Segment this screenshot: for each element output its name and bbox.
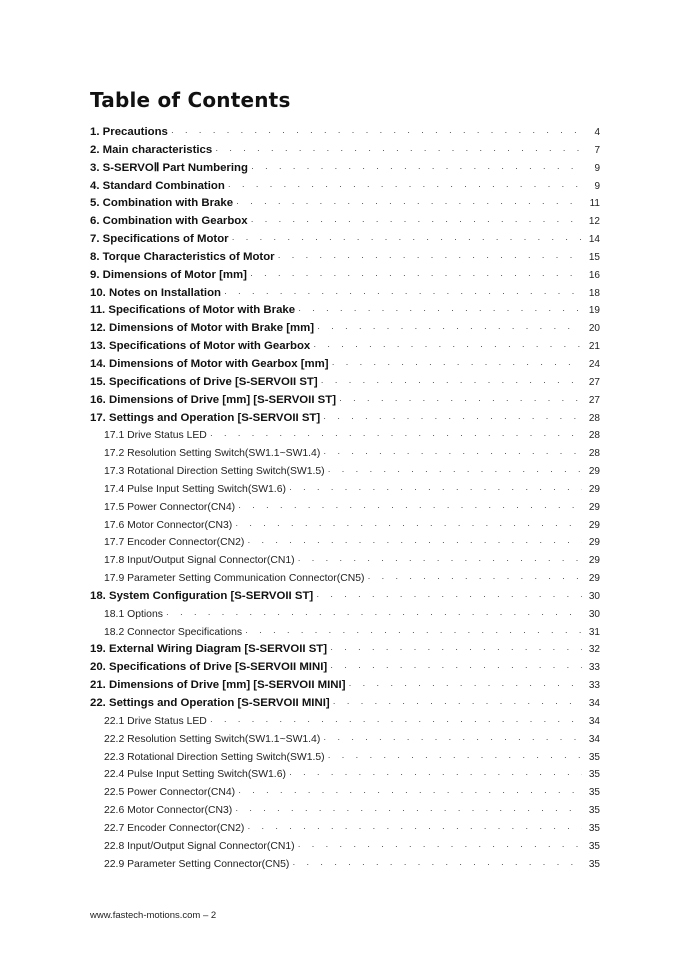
toc-entry-label: 22.8 Input/Output Signal Connector(CN1) [104,840,295,852]
dot-leader [333,695,582,713]
toc-entry[interactable] [90,124,600,142]
toc-subentry[interactable] [90,802,600,820]
dot-leader [235,802,582,820]
toc-page-number: 14 [588,234,600,246]
dot-leader [289,766,582,784]
toc-page-number: 33 [588,680,600,692]
toc-entry-label: 21. Dimensions of Drive [mm] [S-SERVOII MINI] [90,679,346,692]
toc-entry-label: 6. Combination with Gearbox [90,215,248,228]
toc-entry-label: 19. External Wiring Diagram [S-SERVOII ST] [90,643,328,656]
toc-page-number: 28 [588,430,600,442]
toc-entry-label: 16. Dimensions of Drive [mm] [S-SERVOII ST] [90,393,337,406]
dot-leader [224,285,582,303]
toc-subentry[interactable] [90,766,600,784]
toc-page-number: 35 [588,822,600,834]
toc-page-number: 12 [588,216,600,228]
dot-leader [215,142,582,160]
toc-entry[interactable] [90,677,600,695]
toc-page-number: 7 [594,144,600,156]
dot-leader [210,713,582,731]
toc-entry-label: 10. Notes on Installation [90,286,222,299]
toc-entry-label: 22.7 Encoder Connector(CN2) [104,822,245,834]
toc-page-number: 29 [588,466,600,478]
toc-entry[interactable] [90,213,600,231]
toc-entry-label: 18.2 Connector Specifications [104,626,243,638]
toc-entry[interactable] [90,695,600,713]
toc-entry[interactable] [90,320,600,338]
toc-entry-label: 22.1 Drive Status LED [104,715,207,727]
toc-entry-label: 7. Specifications of Motor [90,233,229,246]
dot-leader [349,677,583,695]
toc-entry[interactable] [90,302,600,320]
toc-entry[interactable] [90,410,600,428]
dot-leader [298,838,582,856]
toc-page-number: 35 [588,805,600,817]
toc-entry-label: 3. S-SERVOⅡ Part Numbering [90,161,248,174]
dot-leader [245,624,582,642]
toc-page-number: 9 [594,162,600,174]
dot-leader [210,427,582,445]
dot-leader [251,213,582,231]
dot-leader [323,731,582,749]
toc-entry-label: 1. Precautions [90,126,168,138]
toc-page-number: 34 [588,715,600,727]
toc-entry-label: 11. Specifications of Motor with Brake [90,304,296,317]
toc-page-number: 30 [588,590,600,602]
toc-subentry[interactable] [90,445,600,463]
toc-subentry[interactable] [90,481,600,499]
toc-page-number: 32 [588,644,600,656]
toc-entry[interactable] [90,374,600,392]
dot-leader [330,659,582,677]
toc-entry[interactable] [90,142,600,160]
toc-subentry[interactable] [90,624,600,642]
toc-entry[interactable] [90,356,600,374]
toc-page-number: 29 [588,501,600,513]
dot-leader [228,178,582,196]
toc-page-number: 29 [588,519,600,531]
toc-page-number: 35 [588,787,600,799]
dot-leader [278,249,582,267]
toc-page-number: 29 [588,483,600,495]
toc-page-number: 24 [588,358,600,370]
dot-leader [330,641,582,659]
dot-leader [238,499,582,517]
toc-entry[interactable] [90,195,600,213]
toc-entry-label: 5. Combination with Brake [90,197,234,210]
toc-page-number: 31 [588,626,600,638]
dot-leader [247,534,582,552]
toc-subentry[interactable] [90,856,600,874]
toc-entry-label: 9. Dimensions of Motor [mm] [90,268,247,281]
toc-entry-label: 17.2 Resolution Setting Switch(SW1.1~SW1.4) [104,448,321,460]
dot-leader [367,570,582,588]
toc-entry-label: 14. Dimensions of Motor with Gearbox [mm] [90,357,329,370]
toc-entry-label: 17.4 Pulse Input Setting Switch(SW1.6) [104,483,286,495]
toc-page-number: 16 [588,269,600,281]
page-title: Table of Contents [90,88,291,112]
toc-page-number: 18 [588,287,600,299]
toc-entry-label: 22.2 Resolution Setting Switch(SW1.1~SW1.4) [104,733,321,745]
toc-page-number: 20 [588,323,600,335]
table-of-contents [90,124,600,873]
toc-entry-label: 13. Specifications of Motor with Gearbox [90,340,311,353]
toc-page-number: 30 [588,608,600,620]
toc-subentry[interactable] [90,534,600,552]
toc-entry-label: 22.3 Rotational Direction Setting Switch(SW1.5) [104,751,325,763]
dot-leader [250,267,582,285]
toc-entry[interactable] [90,160,600,178]
dot-leader [328,749,582,767]
toc-entry[interactable] [90,392,600,410]
toc-page-number: 11 [589,198,600,210]
toc-page-number: 29 [588,555,600,567]
toc-subentry[interactable] [90,749,600,767]
toc-entry-label: 22.6 Motor Connector(CN3) [104,805,233,817]
dot-leader [317,320,582,338]
toc-page-number: 29 [588,537,600,549]
toc-entry[interactable] [90,267,600,285]
toc-entry-label: 2. Main characteristics [90,143,213,156]
toc-subentry[interactable] [90,463,600,481]
toc-subentry[interactable] [90,499,600,517]
dot-leader [235,517,582,535]
dot-leader [251,160,582,178]
toc-subentry[interactable] [90,570,600,588]
dot-leader [298,302,582,320]
toc-entry-label: 17.5 Power Connector(CN4) [104,501,236,513]
toc-entry-label: 17.9 Parameter Setting Communication Connector(CN5) [104,573,365,585]
toc-entry-label: 17.6 Motor Connector(CN3) [104,519,233,531]
toc-entry-label: 22.9 Parameter Setting Connector(CN5) [104,858,290,870]
toc-entry-label: 22.5 Power Connector(CN4) [104,787,236,799]
toc-entry[interactable] [90,231,600,249]
toc-entry[interactable] [90,641,600,659]
toc-subentry[interactable] [90,731,600,749]
toc-page-number: 35 [588,858,600,870]
toc-entry-label: 17.3 Rotational Direction Setting Switch(SW1.5) [104,466,325,478]
toc-entry-label: 17.8 Input/Output Signal Connector(CN1) [104,555,295,567]
toc-page-number: 9 [594,180,600,192]
dot-leader [236,195,582,213]
toc-entry-label: 8. Torque Characteristics of Motor [90,250,275,263]
toc-page-number: 19 [588,305,600,317]
dot-leader [289,481,582,499]
toc-entry-label: 18. System Configuration [S-SERVOII ST] [90,589,314,602]
dot-leader [332,356,582,374]
toc-subentry[interactable] [90,606,600,624]
dot-leader [328,463,582,481]
dot-leader [171,124,582,142]
toc-subentry[interactable] [90,713,600,731]
toc-page-number: 28 [588,448,600,460]
toc-entry-label: 17.7 Encoder Connector(CN2) [104,537,245,549]
dot-leader [323,410,582,428]
toc-entry-label: 17. Settings and Operation [S-SERVOII ST] [90,411,321,424]
toc-entry[interactable] [90,178,600,196]
toc-page-number: 15 [588,251,600,263]
toc-entry[interactable] [90,249,600,267]
dot-leader [232,231,582,249]
toc-subentry[interactable] [90,820,600,838]
toc-page-number: 35 [588,751,600,763]
toc-entry-label: 18.1 Options [104,608,163,620]
dot-leader [339,392,582,410]
dot-leader [316,588,582,606]
toc-entry-label: 4. Standard Combination [90,179,225,192]
toc-page-number: 4 [594,127,600,138]
dot-leader [166,606,582,624]
dot-leader [238,784,582,802]
toc-page-number: 27 [588,376,600,388]
toc-page-number: 28 [588,412,600,424]
toc-entry-label: 17.1 Drive Status LED [104,430,207,442]
toc-entry-label: 22. Settings and Operation [S-SERVOII MINI] [90,697,330,709]
toc-subentry[interactable] [90,552,600,570]
toc-entry-label: 22.4 Pulse Input Setting Switch(SW1.6) [104,769,286,781]
page-footer: www.fastech-motions.com – 2 [90,910,217,921]
dot-leader [321,374,582,392]
dot-leader [292,856,582,874]
toc-page-number: 34 [588,733,600,745]
toc-page-number: 33 [588,662,600,674]
toc-subentry[interactable] [90,427,600,445]
toc-entry-label: 20. Specifications of Drive [S-SERVOII MINI] [90,661,328,674]
toc-page-number: 29 [588,573,600,585]
dot-leader [323,445,582,463]
toc-subentry[interactable] [90,784,600,802]
toc-entry[interactable] [90,338,600,356]
toc-page-number: 34 [588,698,600,709]
dot-leader [313,338,582,356]
toc-subentry[interactable] [90,517,600,535]
toc-page-number: 21 [588,341,600,353]
toc-entry[interactable] [90,659,600,677]
toc-page-number: 35 [588,769,600,781]
dot-leader [298,552,582,570]
toc-subentry[interactable] [90,838,600,856]
toc-entry[interactable] [90,285,600,303]
toc-entry[interactable] [90,588,600,606]
toc-entry-label: 15. Specifications of Drive [S-SERVOII ST] [90,375,318,388]
toc-page-number: 27 [588,394,600,406]
toc-page-number: 35 [588,840,600,852]
dot-leader [247,820,582,838]
toc-entry-label: 12. Dimensions of Motor with Brake [mm] [90,322,315,335]
